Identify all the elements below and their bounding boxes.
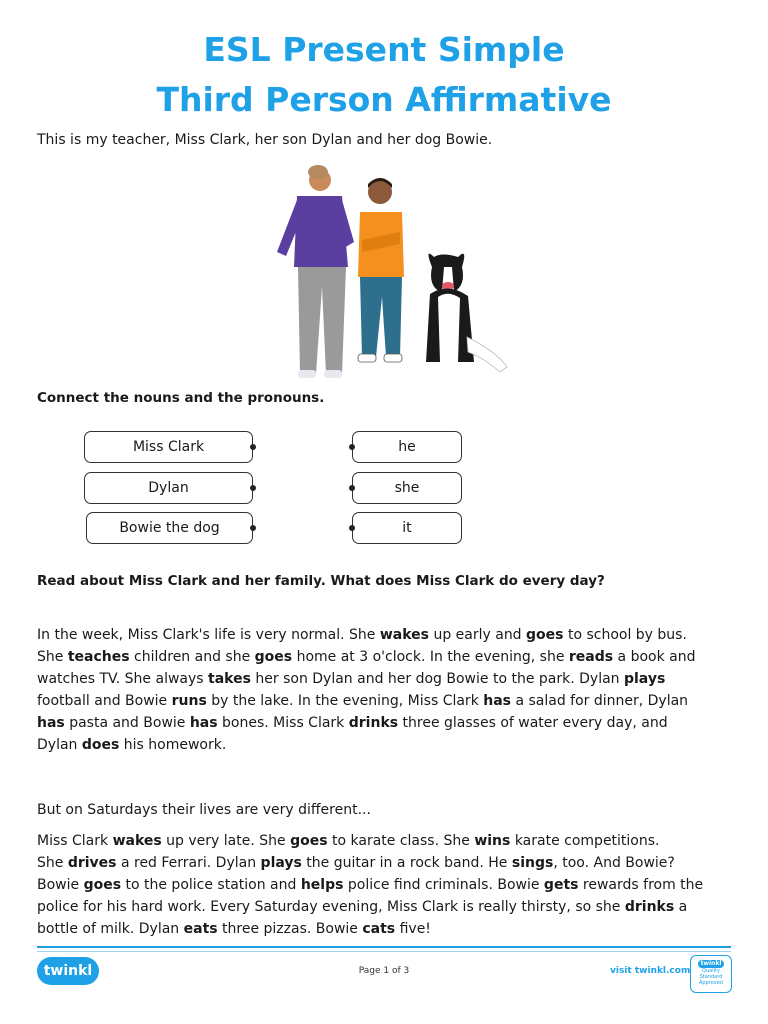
text-run: up early and — [429, 627, 527, 643]
noun-label: Dylan — [148, 480, 189, 496]
verb-bold: goes — [290, 833, 328, 849]
text-run: In the week, Miss Clark's life is very normal. She — [37, 627, 380, 643]
verb-bold: has — [37, 715, 65, 731]
verb-bold: drives — [67, 855, 117, 871]
paragraph-saturday — [37, 830, 737, 940]
verb-bold: wakes — [379, 627, 429, 643]
miss-clark-dylan-bowie-illustration — [262, 162, 512, 387]
verb-bold: does — [81, 737, 120, 753]
text-run: football and Bowie — [37, 693, 172, 709]
text-run: pasta and Bowie — [64, 715, 190, 731]
text-run: bottle of milk. Dylan — [37, 921, 184, 937]
text-run: a salad for dinner, Dylan — [511, 693, 689, 709]
quality-badge-icon — [690, 955, 732, 993]
text-run: up very late. She — [161, 833, 291, 849]
badge-text: Quality Standard Approved — [699, 968, 723, 986]
pronoun-label: she — [394, 480, 420, 496]
verb-bold: goes — [526, 627, 564, 643]
text-run: karate competitions. — [510, 833, 660, 849]
twinkl-logo[interactable]: twinkl — [37, 957, 99, 985]
text-run: police find criminals. Bowie — [343, 877, 544, 893]
connector-dot[interactable] — [349, 485, 355, 491]
paragraph-line — [37, 852, 737, 874]
verb-bold: drinks — [624, 899, 675, 915]
verb-bold: wakes — [112, 833, 162, 849]
verb-bold: plays — [623, 671, 666, 687]
verb-bold: gets — [543, 877, 579, 893]
noun-label: Bowie the dog — [119, 520, 220, 536]
text-run: her son Dylan and her dog Bowie to the park. Dylan — [250, 671, 624, 687]
pronoun-label: he — [398, 439, 416, 455]
verb-bold: drinks — [348, 715, 399, 731]
verb-bold: has — [189, 715, 218, 731]
verb-bold: helps — [300, 877, 344, 893]
text-run: his homework. — [119, 737, 227, 753]
verb-bold: cats — [362, 921, 396, 937]
text-run: bones. Miss Clark — [217, 715, 349, 731]
verb-bold: wins — [474, 833, 511, 849]
bowie-dog-figure — [426, 254, 507, 372]
text-run: But on Saturdays their lives are very different... — [37, 802, 371, 818]
pronoun-label: it — [402, 520, 412, 536]
verb-bold: reads — [568, 649, 614, 665]
verb-bold: plays — [260, 855, 302, 871]
intro-text: This is my teacher, Miss Clark, her son Dylan and her dog Bowie. — [37, 132, 493, 148]
verb-bold: takes — [208, 671, 251, 687]
miss-clark-figure — [277, 165, 354, 378]
pronoun-box-she[interactable] — [352, 472, 462, 504]
text-run: rewards from the — [578, 877, 704, 893]
text-run: Bowie — [37, 877, 84, 893]
paragraph-line — [37, 624, 737, 646]
paragraph-line — [37, 668, 737, 690]
page-title-line-2: Third Person Affirmative — [156, 80, 612, 119]
noun-box-bowie[interactable] — [86, 512, 253, 544]
connector-dot[interactable] — [250, 525, 256, 531]
text-run: She — [37, 855, 68, 871]
paragraph-line — [37, 690, 737, 712]
paragraph-saturday-intro — [37, 799, 737, 821]
verb-bold: has — [483, 693, 511, 709]
dylan-figure — [358, 178, 404, 362]
paragraph-weekday — [37, 624, 737, 756]
text-run: police for his hard work. Every Saturday evening, Miss Clark is really thirsty, so she — [37, 899, 625, 915]
pronoun-box-it[interactable] — [352, 512, 462, 544]
footer-divider — [37, 946, 731, 948]
connector-dot[interactable] — [250, 485, 256, 491]
verb-bold: goes — [83, 877, 122, 893]
verb-bold: goes — [254, 649, 293, 665]
text-run: to karate class. She — [327, 833, 475, 849]
noun-box-dylan[interactable] — [84, 472, 253, 504]
connector-dot[interactable] — [250, 444, 256, 450]
badge-logo: twinkl — [698, 960, 725, 968]
text-run: a — [674, 899, 688, 915]
page-title-line-1: ESL Present Simple — [203, 30, 565, 69]
paragraph-line — [37, 712, 737, 734]
pronoun-box-he[interactable] — [352, 431, 462, 463]
noun-box-miss-clark[interactable] — [84, 431, 253, 463]
verb-bold: runs — [171, 693, 207, 709]
text-run: , too. And Bowie? — [553, 855, 675, 871]
paragraph-line — [37, 830, 737, 852]
text-run: to the police station and — [121, 877, 301, 893]
text-run: home at 3 o'clock. In the evening, she — [292, 649, 569, 665]
text-run: children and she — [129, 649, 255, 665]
text-run: She — [37, 649, 68, 665]
paragraph-line — [37, 874, 737, 896]
text-run: three glasses of water every day, and — [398, 715, 668, 731]
paragraph-line — [37, 918, 737, 940]
footer-divider-light — [37, 951, 731, 952]
verb-bold: eats — [183, 921, 218, 937]
text-run: three pizzas. Bowie — [217, 921, 363, 937]
paragraph-line — [37, 646, 737, 668]
verb-bold: sings — [511, 855, 554, 871]
paragraph-line — [37, 896, 737, 918]
text-run: Miss Clark — [37, 833, 113, 849]
page-number: Page 1 of 3 — [358, 966, 410, 976]
text-run: five! — [395, 921, 431, 937]
text-run: watches TV. She always — [37, 671, 209, 687]
connector-dot[interactable] — [349, 525, 355, 531]
visit-link[interactable]: visit twinkl.com — [610, 966, 691, 976]
paragraph-line — [37, 734, 737, 756]
read-heading: Read about Miss Clark and her family. What does Miss Clark do every day? — [37, 573, 605, 589]
text-run: to school by bus. — [563, 627, 687, 643]
text-run: by the lake. In the evening, Miss Clark — [206, 693, 484, 709]
verb-bold: teaches — [67, 649, 130, 665]
text-run: Dylan — [37, 737, 82, 753]
text-run: a book and — [613, 649, 696, 665]
connector-dot[interactable] — [349, 444, 355, 450]
paragraph-line — [37, 799, 737, 821]
text-run: a red Ferrari. Dylan — [116, 855, 261, 871]
text-run: the guitar in a rock band. He — [301, 855, 512, 871]
noun-label: Miss Clark — [132, 439, 205, 455]
connect-heading: Connect the nouns and the pronouns. — [37, 390, 325, 406]
